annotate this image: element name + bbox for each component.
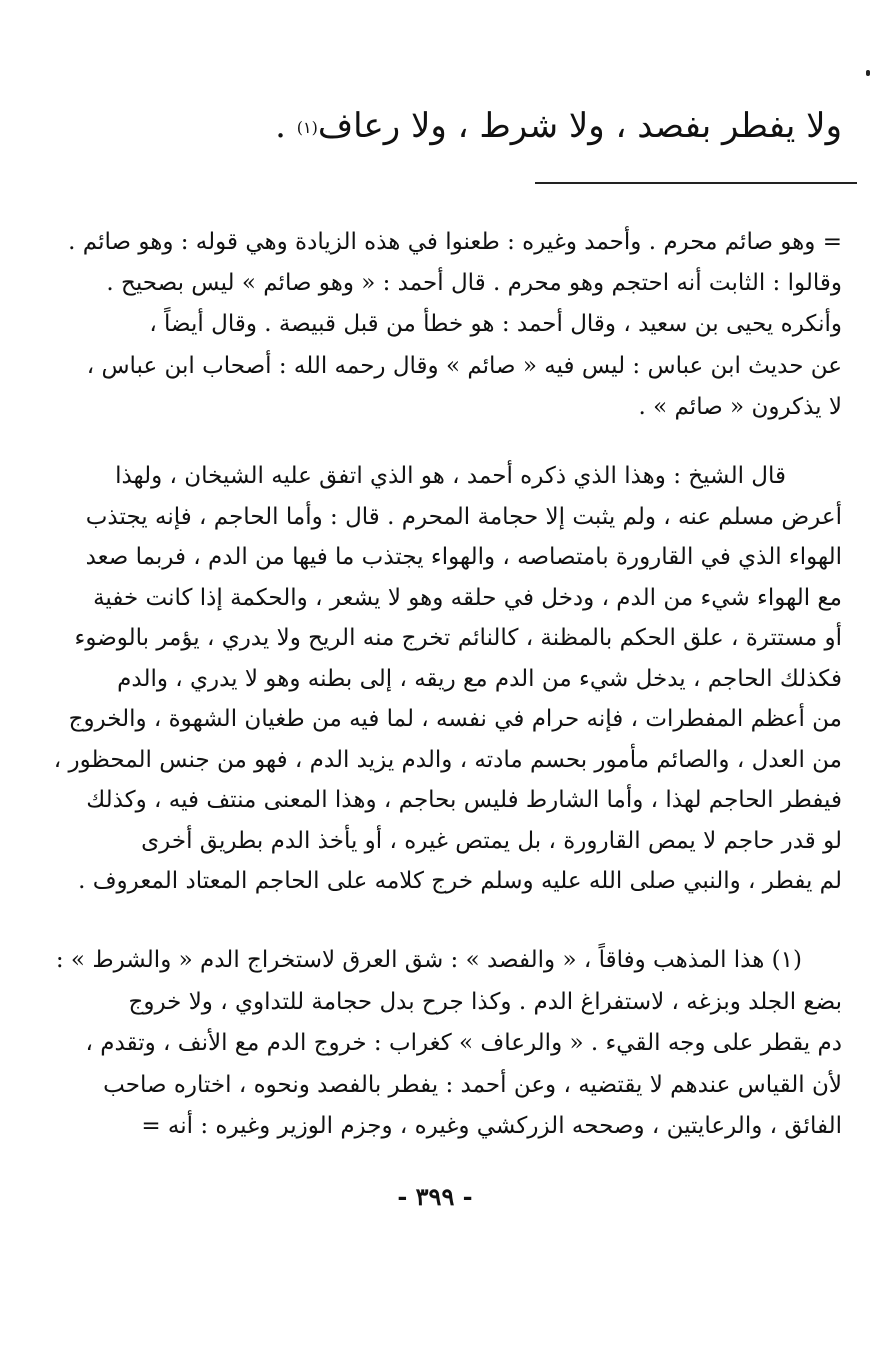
body-line: فيفطر الحاجم لهذا ، وأما الشارط فليس بحاجم ، وهذا المعنى منتف فيه ، وكذلك	[86, 787, 842, 813]
note-line: لا يذكرون « صائم » .	[638, 393, 842, 420]
body-line: قال الشيخ : وهذا الذي ذكره أحمد ، هو الذي اتفق عليه الشيخان ، ولهذا	[115, 463, 786, 489]
footnote	[22, 940, 842, 1148]
body-line: من العدل ، والصائم مأمور بحسم مادته ، والدم يزيد الدم ، فهو من جنس المحظور ،	[53, 746, 842, 773]
main-text-line	[275, 100, 842, 152]
footnote-line: الفائق ، والرعايتين ، وصححه الزركشي وغيره ، وجزم الوزير وغيره : أنه =	[141, 1113, 842, 1139]
body-line: أعرض مسلم عنه ، ولم يثبت إلا حجامة المحرم . قال : وأما الحاجم ، فإنه يجتذب	[85, 503, 842, 530]
sheikh-section	[22, 456, 842, 902]
footnote-separator	[535, 182, 857, 184]
note-line: عن حديث ابن عباس : ليس فيه « صائم » وقال رحمه الله : أصحاب ابن عباس ،	[86, 352, 842, 379]
footnote-reference: (١)	[296, 118, 318, 137]
footnote-line: دم يقطر على وجه القيء . « والرعاف » كغراب : خروج الدم مع الأنف ، وتقدم ،	[85, 1030, 842, 1056]
edge-mark	[866, 70, 870, 76]
body-line: أو مستترة ، علق الحكم بالمظنة ، كالنائم تخرج منه الريح ولا يدري ، يؤمر بالوضوء	[74, 625, 842, 651]
note-line: وأنكره يحيى بن سعيد ، وقال أحمد : هو خطأ من قبل قبيصة . وقال أيضاً ،	[149, 311, 842, 338]
note-line: وقالوا : الثابت أنه احتجم وهو محرم . قال أحمد : « وهو صائم » ليس بصحيح .	[106, 270, 842, 297]
footnote-line: بضع الجلد وبزغه ، لاستفراغ الدم . وكذا جرح بدل حجامة للتداوي ، ولا خروج	[128, 988, 842, 1015]
body-line: لم يفطر ، والنبي صلى الله عليه وسلم خرج كلامه على الحاجم المعتاد المعروف .	[78, 868, 842, 894]
footnote-line: (١) هذا المذهب وفاقاً ، « والفصد » : شق العرق لاستخراج الدم « والشرط » :	[55, 947, 802, 973]
main-text: ولا يفطر بفصد ، ولا شرط ، ولا رعاف	[317, 106, 842, 146]
body-line: مع الهواء شيء من الدم ، ودخل في حلقه وهو لا يشعر ، والحكمة إذا كانت خفية	[93, 584, 842, 611]
footnote-line: لأن القياس عندهم لا يقتضيه ، وعن أحمد : يفطر بالفصد ونحوه ، اختاره صاحب	[103, 1071, 842, 1098]
page-number: - ٣٩٩ -	[397, 1182, 473, 1211]
body-line: من أعظم المفطرات ، فإنه حرام في نفسه ، لما فيه من طغيان الشهوة ، والخروج	[68, 706, 842, 732]
note-line: = وهو صائم محرم . وأحمد وغيره : طعنوا في هذه الزيادة وهي قوله : وهو صائم .	[68, 229, 842, 255]
main-text-end: .	[275, 106, 297, 146]
body-line: الهواء الذي في القارورة بامتصاصه ، والهواء يجتذب ما فيها من الدم ، فربما صعد	[85, 544, 842, 570]
body-line: لو قدر حاجم لا يمص القارورة ، بل يمتص غيره ، أو يأخذ الدم بطريق أخرى	[141, 827, 842, 854]
continued-note	[22, 222, 842, 428]
body-line: فكذلك الحاجم ، يدخل شيء من الدم مع ريقه ، إلى بطنه وهو لا يدري ، والدم	[117, 665, 842, 692]
